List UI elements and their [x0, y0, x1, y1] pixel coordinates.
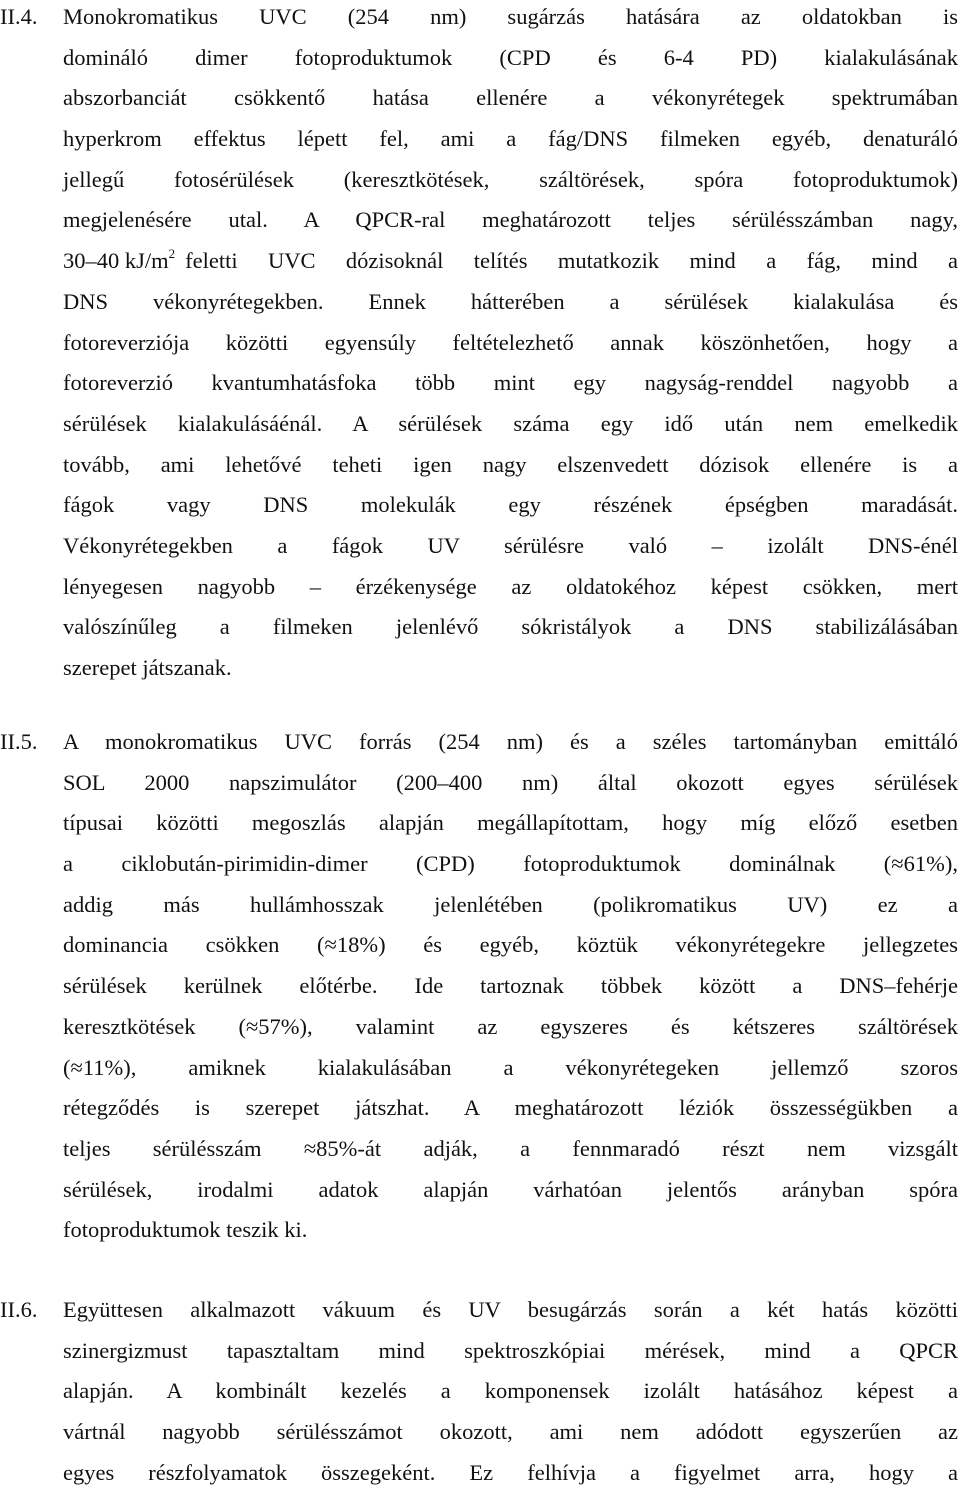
text-line: típusai közötti megoszlás alapján megállapítottam, hogy míg előző esetben — [63, 810, 958, 836]
text-line: Vékonyrétegekben a fágok UV sérülésre való – izolált DNS-énél — [63, 532, 958, 558]
text-line: tovább, ami lehetővé teheti igen nagy elszenvedett dózisok ellenére is a — [63, 451, 958, 477]
text-line: keresztkötések (≈57%), valamint az egyszeres és kétszeres száltörések — [63, 1013, 958, 1039]
text-line: lényegesen nagyobb – érzékenysége az oldatokéhoz képest csökken, mert — [63, 573, 958, 599]
text-line: dominancia csökken (≈18%) és egyéb, köztük vékonyrétegekre jellegzetes — [63, 932, 958, 958]
superscript-2: 2 — [168, 245, 176, 261]
text-line: fotoreverziója közötti egyensúly feltételezhető annak köszönhetően, hogy a — [63, 329, 958, 355]
text-line: alapján. A kombinált kezelés a komponensek izolált hatásához képest a — [63, 1378, 958, 1404]
dose-unit-text: 30–40 $kJ/m^2$ — [63, 245, 176, 274]
section-number: II.4. — [0, 4, 38, 29]
text-line: abszorbanciát csökkentő hatása ellenére a vékonyrétegek spektrumában — [63, 85, 958, 111]
text-line-with-superscript — [63, 241, 958, 282]
text-line: a ciklobután-pirimidin-dimer (CPD) fotoproduktumok dominálnak (≈61%), — [63, 851, 958, 877]
text-line: szerepet játszanak. — [63, 655, 232, 680]
text-line: SOL 2000 napszimulátor (200–400 nm) által okozott egyes sérülések — [63, 769, 958, 795]
text-line: valószínűleg a filmeken jelenlévő sókristályok a DNS stabilizálásában — [63, 614, 958, 640]
section-body — [63, 722, 958, 1251]
text-line: domináló dimer fotoproduktumok (CPD és 6-4 PD) kialakulásának — [63, 44, 958, 70]
text-line-rest: feletti UVC dózisoknál telítés mutatkozik mind a fág, mind a — [185, 248, 958, 274]
text-line: hyperkrom effektus lépett fel, ami a fág/DNS filmeken egyéb, denaturáló — [63, 126, 958, 152]
text-line: jellegű fotosérülések (keresztkötések, száltörések, spóra fotoproduktumok) — [63, 166, 958, 192]
text-line: DNS vékonyrétegekben. Ennek hátterében a sérülések kialakulása és — [63, 288, 958, 314]
text-line: (≈11%), amiknek kialakulásában a vékonyrétegeken jellemző szoros — [63, 1054, 958, 1080]
text-line: sérülések kialakulásáénál. A sérülések száma egy idő után nem emelkedik — [63, 410, 958, 436]
text-line: addig más hullámhosszak jelenlétében (polikromatikus UV) ez a — [63, 891, 958, 917]
text-line: A monokromatikus UVC forrás (254 nm) és a széles tartományban emittáló — [63, 729, 958, 754]
section-number: II.6. — [0, 1297, 38, 1322]
text-line: Együttesen alkalmazott vákuum és UV besugárzás során a két hatás közötti — [63, 1297, 958, 1322]
section-body — [63, 1290, 958, 1493]
section-number: II.5. — [0, 729, 38, 754]
text-line: fágok vagy DNS molekulák egy részének épségben maradását. — [63, 492, 958, 518]
text-line: Monokromatikus UVC (254 nm) sugárzás hatására az oldatokban is — [63, 4, 958, 29]
text-line: rétegződés is szerepet játszhat. A meghatározott léziók összességükben a — [63, 1095, 958, 1121]
text-line: fotoreverzió kvantumhatásfoka több mint egy nagyság-renddel nagyobb a — [63, 370, 958, 396]
text-line: szinergizmust tapasztaltam mind spektroszkópiai mérések, mind a QPCR — [63, 1337, 958, 1363]
text-line: sérülések, irodalmi adatok alapján várhatóan jelentős arányban spóra — [63, 1176, 958, 1202]
text-line: megjelenésére utal. A QPCR-ral meghatározott teljes sérülésszámban nagy, — [63, 207, 958, 233]
section-body — [63, 0, 958, 689]
text-line: vártnál nagyobb sérülésszámot okozott, ami nem adódott egyszerűen az — [63, 1419, 958, 1445]
text-line: teljes sérülésszám ≈85%-át adják, a fennmaradó részt nem vizsgált — [63, 1135, 958, 1161]
text-line: sérülések kerülnek előtérbe. Ide tartoznak többek között a DNS–fehérje — [63, 973, 958, 999]
text-line: egyes részfolyamatok összegeként. Ez felhívja a figyelmet arra, hogy a — [63, 1459, 958, 1485]
text-line: fotoproduktumok teszik ki. — [63, 1217, 308, 1243]
